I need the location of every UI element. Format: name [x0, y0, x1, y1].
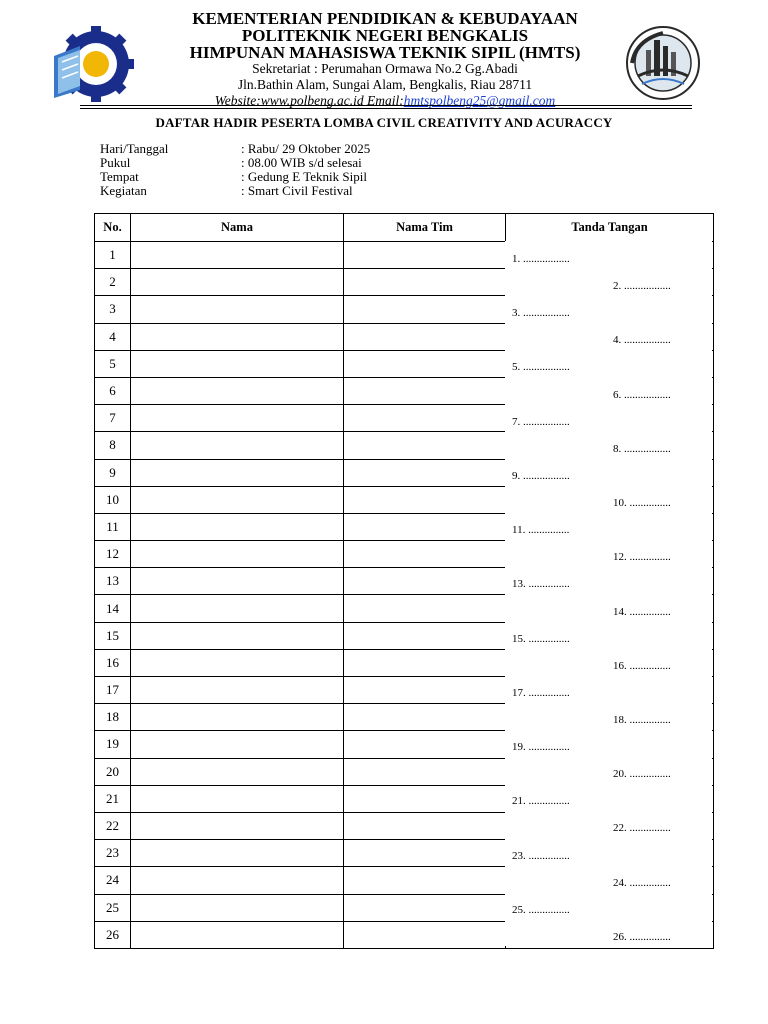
institution-name: POLITEKNIK NEGERI BENGKALIS: [241, 26, 529, 45]
row-number: 2: [95, 269, 131, 296]
nama-cell[interactable]: [131, 840, 344, 867]
nama-cell[interactable]: [131, 758, 344, 785]
nama-tim-cell[interactable]: [344, 513, 506, 540]
signature-line: 16. ...............: [613, 660, 671, 672]
document-title: DAFTAR HADIR PESERTA LOMBA CIVIL CREATIVITY AND ACURACCY: [155, 115, 613, 130]
info-label: Kegiatan: [100, 183, 147, 198]
row-number: 19: [95, 731, 131, 758]
info-row: [100, 156, 370, 170]
signature-line: 23. ...............: [512, 850, 570, 862]
polbeng-gear-logo: [50, 26, 136, 102]
row-number: 14: [95, 595, 131, 622]
signature-line: 13. ...............: [512, 578, 570, 590]
street-address: Jln.Bathin Alam, Sungai Alam, Bengkalis, Riau 28711: [237, 77, 533, 92]
hmts-logo: [624, 24, 702, 102]
info-value: : Rabu/ 29 Oktober 2025: [241, 141, 371, 156]
signature-line: 21. ...............: [512, 795, 570, 807]
info-row: [100, 170, 370, 184]
nama-tim-cell[interactable]: [344, 459, 506, 486]
nama-tim-cell[interactable]: [344, 812, 506, 839]
nama-tim-cell[interactable]: [344, 350, 506, 377]
signature-line: 10. ...............: [613, 497, 671, 509]
nama-cell[interactable]: [131, 649, 344, 676]
info-value: : Smart Civil Festival: [241, 183, 353, 198]
nama-tim-cell[interactable]: [344, 486, 506, 513]
nama-tim-cell[interactable]: [344, 731, 506, 758]
row-number: 26: [95, 921, 131, 948]
row-number: 25: [95, 894, 131, 921]
nama-cell[interactable]: [131, 731, 344, 758]
row-number: 12: [95, 541, 131, 568]
nama-tim-cell[interactable]: [344, 242, 506, 269]
row-number: 20: [95, 758, 131, 785]
signature-line: 15. ...............: [512, 633, 570, 645]
row-number: 21: [95, 785, 131, 812]
organization-name: HIMPUNAN MAHASISWA TEKNIK SIPIL (HMTS): [189, 43, 581, 62]
nama-tim-cell[interactable]: [344, 840, 506, 867]
nama-tim-cell[interactable]: [344, 758, 506, 785]
signature-line: 20. ...............: [613, 768, 671, 780]
nama-cell[interactable]: [131, 296, 344, 323]
header-nama: Nama: [131, 214, 344, 242]
nama-cell[interactable]: [131, 812, 344, 839]
row-number: 17: [95, 677, 131, 704]
nama-tim-cell[interactable]: [344, 677, 506, 704]
row-number: 16: [95, 649, 131, 676]
row-number: 9: [95, 459, 131, 486]
row-number: 4: [95, 323, 131, 350]
signature-line: 3. .................: [512, 307, 570, 319]
nama-tim-cell[interactable]: [344, 785, 506, 812]
row-number: 24: [95, 867, 131, 894]
nama-tim-cell[interactable]: [344, 894, 506, 921]
nama-cell[interactable]: [131, 242, 344, 269]
header-rule-thick: [80, 105, 692, 106]
nama-tim-cell[interactable]: [344, 269, 506, 296]
nama-tim-cell[interactable]: [344, 568, 506, 595]
nama-cell[interactable]: [131, 867, 344, 894]
event-info: [100, 142, 370, 198]
nama-tim-cell[interactable]: [344, 921, 506, 948]
row-number: 7: [95, 405, 131, 432]
nama-tim-cell[interactable]: [344, 377, 506, 404]
signature-line: 2. .................: [613, 280, 671, 292]
nama-tim-cell[interactable]: [344, 541, 506, 568]
signature-line: 25. ...............: [512, 904, 570, 916]
header-rule-thin: [80, 108, 692, 109]
row-number: 5: [95, 350, 131, 377]
signature-line: 14. ...............: [613, 606, 671, 618]
header-no: No.: [95, 214, 131, 242]
signature-line: 17. ...............: [512, 687, 570, 699]
nama-cell[interactable]: [131, 323, 344, 350]
row-number: 18: [95, 704, 131, 731]
signature-line: 8. .................: [613, 443, 671, 455]
nama-cell[interactable]: [131, 677, 344, 704]
signature-line: 4. .................: [613, 334, 671, 346]
row-number: 8: [95, 432, 131, 459]
signature-line: 6. .................: [613, 389, 671, 401]
nama-cell[interactable]: [131, 405, 344, 432]
contact-line: [150, 93, 620, 109]
row-number: 10: [95, 486, 131, 513]
signature-line: 26. ...............: [613, 931, 671, 943]
nama-cell[interactable]: [131, 432, 344, 459]
signature-line: 5. .................: [512, 361, 570, 373]
signature-line: 7. .................: [512, 416, 570, 428]
header-tanda-tangan: Tanda Tangan: [506, 214, 714, 242]
info-label: Hari/Tanggal: [100, 141, 169, 156]
signature-column: [505, 241, 712, 946]
letterhead: [150, 10, 620, 109]
row-number: 11: [95, 513, 131, 540]
info-label: Tempat: [100, 169, 139, 184]
nama-cell[interactable]: [131, 513, 344, 540]
nama-tim-cell[interactable]: [344, 432, 506, 459]
nama-tim-cell[interactable]: [344, 405, 506, 432]
nama-tim-cell[interactable]: [344, 323, 506, 350]
nama-cell[interactable]: [131, 486, 344, 513]
nama-tim-cell[interactable]: [344, 296, 506, 323]
nama-cell[interactable]: [131, 894, 344, 921]
signature-line: 9. .................: [512, 470, 570, 482]
row-number: 6: [95, 377, 131, 404]
row-number: 22: [95, 812, 131, 839]
secretariat-address: Sekretariat : Perumahan Ormawa No.2 Gg.Abadi: [252, 61, 518, 76]
table-header-row: [95, 214, 714, 242]
signature-line: 12. ...............: [613, 551, 671, 563]
nama-tim-cell[interactable]: [344, 867, 506, 894]
nama-tim-cell[interactable]: [344, 704, 506, 731]
nama-tim-cell[interactable]: [344, 649, 506, 676]
nama-cell[interactable]: [131, 350, 344, 377]
nama-cell[interactable]: [131, 921, 344, 948]
signature-line: 22. ...............: [613, 822, 671, 834]
row-number: 3: [95, 296, 131, 323]
info-value: : 08.00 WIB s/d selesai: [241, 155, 362, 170]
signature-line: 11. ...............: [512, 524, 570, 536]
nama-cell[interactable]: [131, 459, 344, 486]
info-row: [100, 184, 370, 198]
info-value: : Gedung E Teknik Sipil: [241, 169, 367, 184]
nama-cell[interactable]: [131, 622, 344, 649]
attendance-table: [94, 213, 713, 947]
header-nama-tim: Nama Tim: [344, 214, 506, 242]
row-number: 13: [95, 568, 131, 595]
nama-tim-cell[interactable]: [344, 622, 506, 649]
row-number: 23: [95, 840, 131, 867]
nama-tim-cell[interactable]: [344, 595, 506, 622]
nama-cell[interactable]: [131, 568, 344, 595]
nama-cell[interactable]: [131, 595, 344, 622]
info-row: [100, 142, 370, 156]
nama-cell[interactable]: [131, 541, 344, 568]
nama-cell[interactable]: [131, 269, 344, 296]
nama-cell[interactable]: [131, 377, 344, 404]
info-label: Pukul: [100, 155, 131, 170]
row-number: 15: [95, 622, 131, 649]
signature-line: 24. ...............: [613, 877, 671, 889]
email-link[interactable]: hmtspolbeng25@gmail.com: [403, 93, 556, 108]
signature-line: 19. ...............: [512, 741, 570, 753]
website-text: Website:www.polbeng.ac.id Email:: [214, 93, 404, 108]
row-number: 1: [95, 242, 131, 269]
signature-line: 18. ...............: [613, 714, 671, 726]
ministry-name: KEMENTERIAN PENDIDIKAN & KEBUDAYAAN: [192, 9, 578, 28]
nama-cell[interactable]: [131, 785, 344, 812]
nama-cell[interactable]: [131, 704, 344, 731]
signature-line: 1. .................: [512, 253, 570, 265]
